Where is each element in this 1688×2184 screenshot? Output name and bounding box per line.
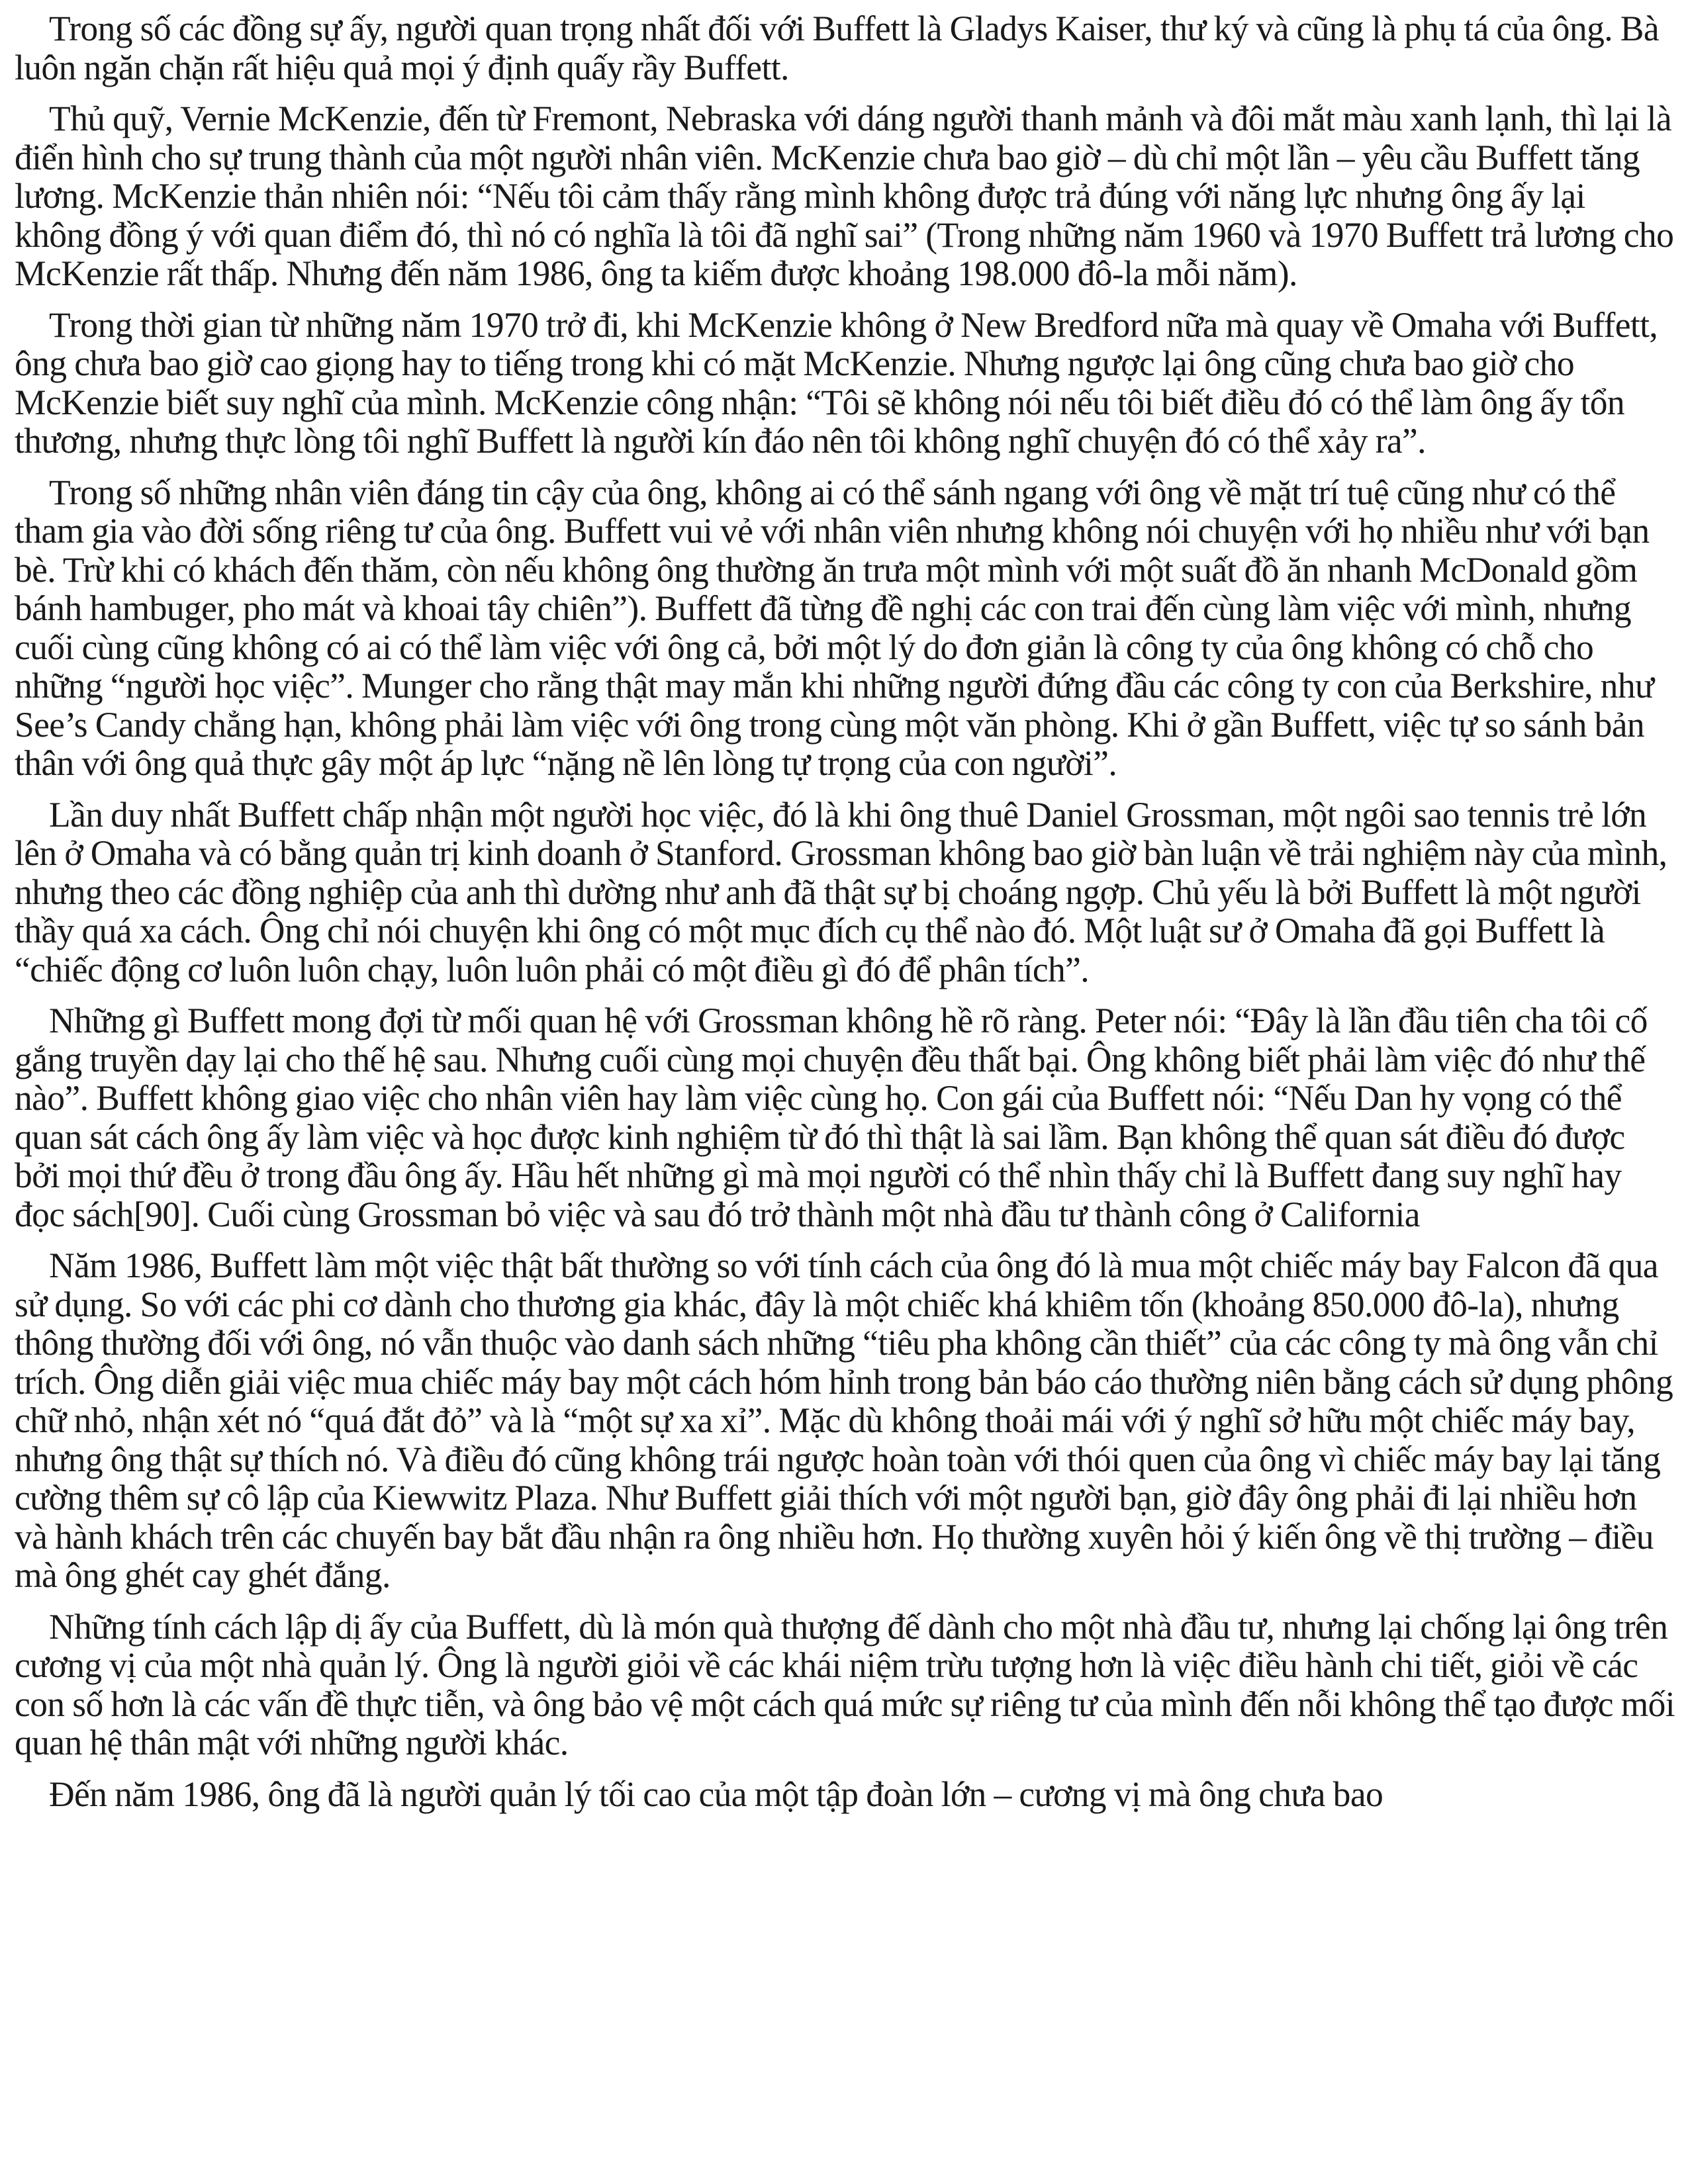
paragraph-1: Trong số các đồng sự ấy, người quan trọng nhất đối với Buffett là Gladys Kaiser, thư ký và cũng là phụ tá của ông. Bà luôn ngăn chặn rất hiệu quả mọi ý định quấy rầy Buffett. (15, 9, 1659, 87)
paragraph-7: Năm 1986, Buffett làm một việc thật bất thường so với tính cách của ông đó là mua một chiếc máy bay Falcon đã qua sử dụng. So với các phi cơ dành cho thương gia khác, đây là một chiếc khá khiêm tốn (khoảng 850.000 đô-la), nhưng thông thường đối với ông, nó vẫn thuộc vào danh sách những “tiêu pha không cần thiết” của các công ty mà ông vẫn chỉ trích. Ông diễn giải việc mua chiếc máy bay một cách hóm hỉnh trong bản báo cáo thường niên bằng cách sử dụng phông chữ nhỏ, nhận xét nó “quá đắt đỏ” và là “một sự xa xỉ”. Mặc dù không thoải mái với ý nghĩ sở hữu một chiếc máy bay, nhưng ông thật sự thích nó. Và điều đó cũng không trái ngược hoàn toàn với thói quen của ông vì chiếc máy bay lại tăng cường thêm sự cô lập của Kiewwitz Plaza. Như Buffett giải thích với một người bạn, giờ đây ông phải đi lại nhiều hơn và hành khách trên các chuyến bay bắt đầu nhận ra ông nhiều hơn. Họ thường xuyên hỏi ý kiến ông về thị trường – điều mà ông ghét cay ghét đắng. (15, 1246, 1673, 1595)
paragraph-9: Đến năm 1986, ông đã là người quản lý tối cao của một tập đoàn lớn – cương vị mà ông chưa bao (49, 1774, 1383, 1814)
paragraph-4: Trong số những nhân viên đáng tin cậy của ông, không ai có thể sánh ngang với ông về mặt trí tuệ cũng như có thể tham gia vào đời sống riêng tư của ông. Buffett vui vẻ với nhân viên nhưng không nói chuyện với họ nhiều như với bạn bè. Trừ khi có khách đến thăm, còn nếu không ông thường ăn trưa một mình với một suất đồ ăn nhanh McDonald gồm bánh hambuger, pho mát và khoai tây chiên”). Buffett đã từng đề nghị các con trai đến cùng làm việc với mình, nhưng cuối cùng cũng không có ai có thể làm việc với ông cả, bởi một lý do đơn giản là công ty của ông không có chỗ cho những “người học việc”. Munger cho rằng thật may mắn khi những người đứng đầu các công ty con của Berkshire, như See’s Candy chẳng hạn, không phải làm việc với ông trong cùng một văn phòng. Khi ở gần Buffett, việc tự so sánh bản thân với ông quả thực gây một áp lực “nặng nề lên lòng tự trọng của con người”. (15, 472, 1654, 783)
paragraph-3: Trong thời gian từ những năm 1970 trở đi, khi McKenzie không ở New Bredford nữa mà quay về Omaha với Buffett, ông chưa bao giờ cao giọng hay to tiếng trong khi có mặt McKenzie. Nhưng ngược lại ông cũng chưa bao giờ cho McKenzie biết suy nghĩ của mình. McKenzie công nhận: “Tôi sẽ không nói nếu tôi biết điều đó có thể làm ông ấy tổn thương, nhưng thực lòng tôi nghĩ Buffett là người kín đáo nên tôi không nghĩ chuyện đó có thể xảy ra”. (15, 304, 1658, 461)
paragraph-8: Những tính cách lập dị ấy của Buffett, dù là món quà thượng đế dành cho một nhà đầu tư, nhưng lại chống lại ông trên cương vị của một nhà quản lý. Ông là người giỏi về các khái niệm trừu tượng hơn là việc điều hành chi tiết, giỏi về các con số hơn là các vấn đề thực tiễn, và ông bảo vệ một cách quá mức sự riêng tư của mình đến nỗi không thể tạo được mối quan hệ thân mật với những người khác. (15, 1606, 1675, 1762)
document-page (15, 9, 1676, 1826)
paragraph-2: Thủ quỹ, Vernie McKenzie, đến từ Fremont, Nebraska với dáng người thanh mảnh và đôi mắt màu xanh lạnh, thì lại là điển hình cho sự trung thành của một người nhân viên. McKenzie chưa bao giờ – dù chỉ một lần – yêu cầu Buffett tăng lương. McKenzie thản nhiên nói: “Nếu tôi cảm thấy rằng mình không được trả đúng với năng lực nhưng ông ấy lại không đồng ý với quan điểm đó, thì nó có nghĩa là tôi đã nghĩ sai” (Trong những năm 1960 và 1970 Buffett trả lương cho McKenzie rất thấp. Nhưng đến năm 1986, ông ta kiếm được khoảng 198.000 đô-la mỗi năm). (15, 99, 1674, 293)
paragraph-5: Lần duy nhất Buffett chấp nhận một người học việc, đó là khi ông thuê Daniel Grossman, một ngôi sao tennis trẻ lớn lên ở Omaha và có bằng quản trị kinh doanh ở Stanford. Grossman không bao giờ bàn luận về trải nghiệm này của mình, nhưng theo các đồng nghiệp của anh thì dường như anh đã thật sự bị choáng ngợp. Chủ yếu là bởi Buffett là một người thầy quá xa cách. Ông chỉ nói chuyện khi ông có một mục đích cụ thể nào đó. Một luật sư ở Omaha đã gọi Buffett là “chiếc động cơ luôn luôn chạy, luôn luôn phải có một điều gì đó để phân tích”. (15, 794, 1667, 989)
paragraph-6: Những gì Buffett mong đợi từ mối quan hệ với Grossman không hề rõ ràng. Peter nói: “Đây là lần đầu tiên cha tôi cố gắng truyền dạy lại cho thế hệ sau. Nhưng cuối cùng mọi chuyện đều thất bại. Ông không biết phải làm việc đó như thế nào”. Buffett không giao việc cho nhân viên hay làm việc cùng họ. Con gái của Buffett nói: “Nếu Dan hy vọng có thể quan sát cách ông ấy làm việc và học được kinh nghiệm từ đó thì thật là sai lầm. Bạn không thể quan sát điều đó được bởi mọi thứ đều ở trong đầu ông ấy. Hầu hết những gì mà mọi người có thể nhìn thấy chỉ là Buffett đang suy nghĩ hay đọc sách[90]. Cuối cùng Grossman bỏ việc và sau đó trở thành một nhà đầu tư thành công ở California (15, 1001, 1648, 1234)
